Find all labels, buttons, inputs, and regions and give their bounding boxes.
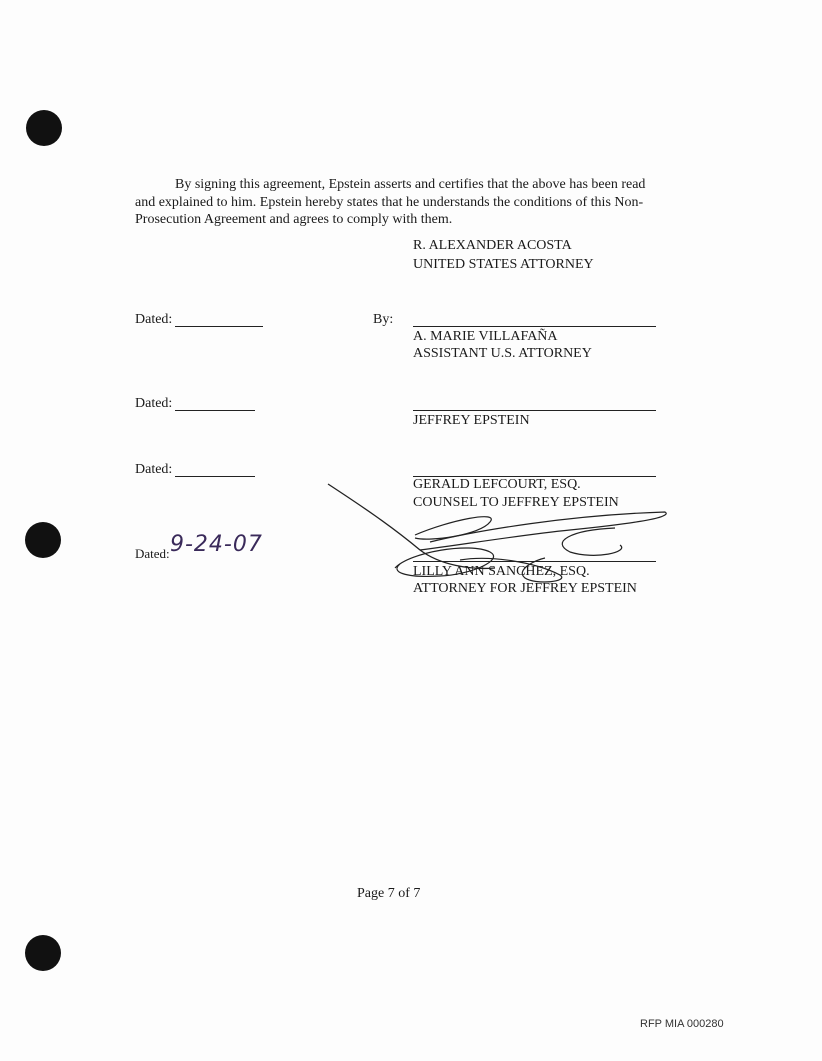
us-attorney-name: R. ALEXANDER ACOSTA bbox=[413, 238, 572, 253]
signer-name: LILLY ANN SANCHEZ, ESQ. bbox=[413, 564, 590, 579]
dated-label: Dated: bbox=[135, 462, 173, 477]
signature-line[interactable] bbox=[413, 326, 656, 327]
paragraph-line: By signing this agreement, Epstein asserts and certifies that the above has been read bbox=[175, 177, 646, 192]
date-line[interactable] bbox=[175, 410, 255, 411]
signer-title: ASSISTANT U.S. ATTORNEY bbox=[413, 346, 592, 361]
dated-label: Dated: bbox=[135, 546, 170, 561]
certification-paragraph bbox=[135, 176, 665, 229]
punch-hole bbox=[25, 935, 61, 971]
page-number: Page 7 of 7 bbox=[357, 886, 421, 901]
dated-label: Dated: bbox=[135, 312, 173, 327]
paragraph-line: Prosecution Agreement and agrees to comply with them. bbox=[135, 212, 453, 227]
by-label: By: bbox=[373, 312, 394, 327]
bates-number: RFP MIA 000280 bbox=[640, 1018, 724, 1030]
punch-hole bbox=[25, 522, 61, 558]
date-line[interactable] bbox=[175, 326, 263, 327]
paragraph-line: and explained to him. Epstein hereby states that he understands the conditions of this Non- bbox=[135, 194, 644, 210]
dated-label: Dated: bbox=[135, 396, 173, 411]
signer-title: ATTORNEY FOR JEFFREY EPSTEIN bbox=[413, 581, 637, 596]
signer-name: GERALD LEFCOURT, ESQ. bbox=[413, 477, 581, 492]
us-attorney-title: UNITED STATES ATTORNEY bbox=[413, 257, 594, 272]
signer-name: A. MARIE VILLAFAÑA bbox=[413, 329, 558, 344]
signer-title: COUNSEL TO JEFFREY EPSTEIN bbox=[413, 495, 619, 510]
signature-line[interactable] bbox=[413, 410, 656, 411]
signer-name: JEFFREY EPSTEIN bbox=[413, 413, 530, 428]
punch-hole bbox=[26, 110, 62, 146]
date-line[interactable] bbox=[175, 476, 255, 477]
handwritten-date: 9-24-07 bbox=[170, 532, 263, 557]
handwritten-signature bbox=[320, 480, 680, 590]
